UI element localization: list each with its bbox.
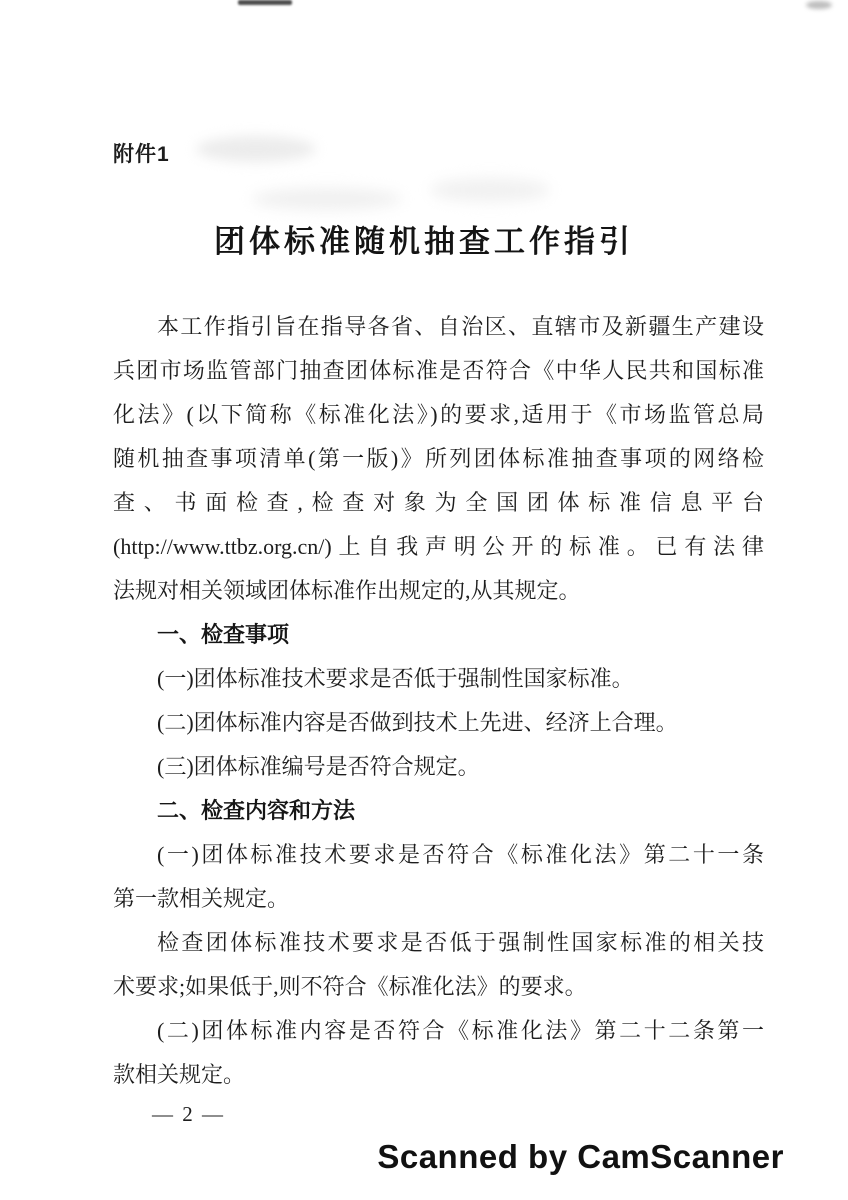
document-line: (三)团体标准编号是否符合规定。 (157, 754, 480, 779)
scan-artifact-gray-blob (196, 136, 316, 162)
page-number: — 2 — (152, 1102, 225, 1126)
document-line: 术要求;如果低于,则不符合《标准化法》的要求。 (113, 974, 587, 999)
document-line: 法规对相关领域团体标准作出规定的,从其规定。 (113, 578, 581, 603)
section-heading: 一、检查事项 (157, 622, 290, 647)
document-line: 化法》(以下简称《标准化法》)的要求,适用于《市场监管总局 (113, 402, 764, 427)
document-line: (一)团体标准技术要求是否低于强制性国家标准。 (157, 666, 634, 691)
section-heading: 二、检查内容和方法 (157, 798, 356, 823)
document-body (113, 305, 764, 1097)
document-line: 本工作指引旨在指导各省、自治区、直辖市及新疆生产建设 (157, 314, 764, 339)
document-title: 团体标准随机抽查工作指引 (214, 224, 634, 259)
document-line: 款相关规定。 (113, 1062, 246, 1087)
camscanner-watermark: Scanned by CamScanner (377, 1138, 784, 1175)
scan-artifact-gray-blob (252, 188, 402, 210)
document-line: 查、书面检查,检查对象为全国团体标准信息平台 (113, 490, 764, 515)
document-line: 随机抽查事项清单(第一版)》所列团体标准抽查事项的网络检 (113, 446, 764, 471)
scan-artifact-gray-blob (430, 178, 550, 202)
document-line: (http://www.ttbz.org.cn/)上自我声明公开的标准。已有法律 (113, 534, 764, 559)
attachment-label: 附件1 (113, 143, 170, 166)
document-line: (一)团体标准技术要求是否符合《标准化法》第二十一条 (157, 842, 764, 867)
scan-artifact-top-smudge (238, 0, 292, 5)
document-line: (二)团体标准内容是否做到技术上先进、经济上合理。 (157, 710, 678, 735)
scan-artifact-corner-smudge (806, 1, 832, 9)
document-line: 第一款相关规定。 (113, 886, 290, 911)
document-line: 检查团体标准技术要求是否低于强制性国家标准的相关技 (157, 930, 764, 955)
document-line: 兵团市场监管部门抽查团体标准是否符合《中华人民共和国标准 (113, 358, 764, 383)
document-line: (二)团体标准内容是否符合《标准化法》第二十二条第一 (157, 1018, 764, 1043)
